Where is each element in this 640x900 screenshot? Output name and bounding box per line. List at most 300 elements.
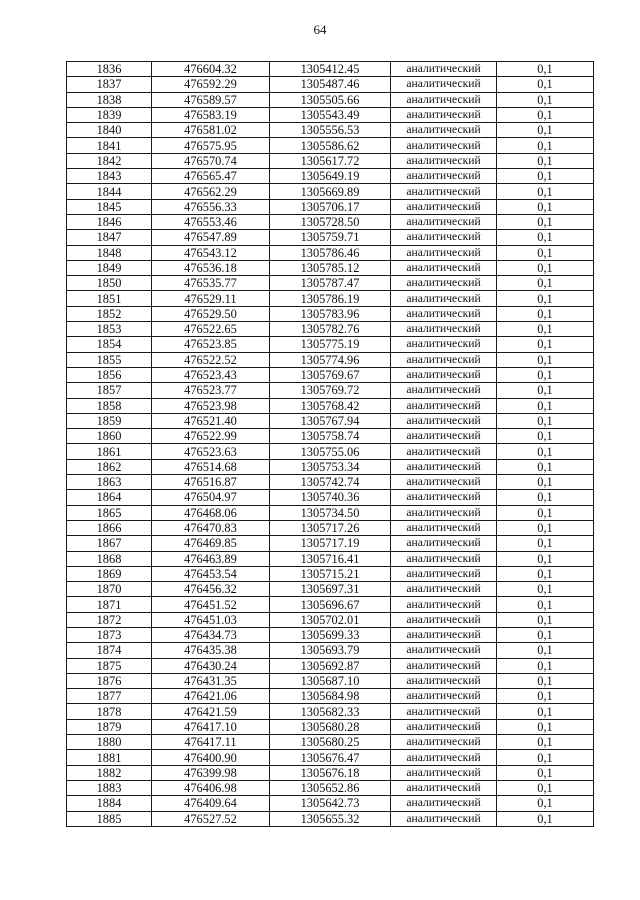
table-row — [67, 276, 594, 291]
table-row — [67, 107, 594, 122]
x-coordinate-cell: 476523.98 — [152, 398, 270, 413]
point-number-cell: 1872 — [67, 612, 152, 627]
method-cell: аналитический — [391, 184, 497, 199]
table-row — [67, 765, 594, 780]
accuracy-cell: 0,1 — [497, 245, 594, 260]
method-cell: аналитический — [391, 490, 497, 505]
x-coordinate-cell: 476592.29 — [152, 77, 270, 92]
point-number-cell: 1867 — [67, 536, 152, 551]
x-coordinate-cell: 476565.47 — [152, 169, 270, 184]
accuracy-cell: 0,1 — [497, 689, 594, 704]
y-coordinate-cell: 1305676.18 — [270, 765, 391, 780]
point-number-cell: 1878 — [67, 704, 152, 719]
method-cell: аналитический — [391, 413, 497, 428]
accuracy-cell: 0,1 — [497, 306, 594, 321]
method-cell: аналитический — [391, 536, 497, 551]
table-row — [67, 673, 594, 688]
y-coordinate-cell: 1305655.32 — [270, 811, 391, 826]
method-cell: аналитический — [391, 92, 497, 107]
accuracy-cell: 0,1 — [497, 796, 594, 811]
point-number-cell: 1843 — [67, 169, 152, 184]
x-coordinate-cell: 476451.52 — [152, 597, 270, 612]
method-cell: аналитический — [391, 444, 497, 459]
x-coordinate-cell: 476547.89 — [152, 230, 270, 245]
point-number-cell: 1836 — [67, 62, 152, 77]
x-coordinate-cell: 476604.32 — [152, 62, 270, 77]
method-cell: аналитический — [391, 306, 497, 321]
y-coordinate-cell: 1305768.42 — [270, 398, 391, 413]
x-coordinate-cell: 476522.99 — [152, 429, 270, 444]
table-row — [67, 214, 594, 229]
x-coordinate-cell: 476469.85 — [152, 536, 270, 551]
x-coordinate-cell: 476516.87 — [152, 475, 270, 490]
table-row — [67, 582, 594, 597]
x-coordinate-cell: 476529.50 — [152, 306, 270, 321]
x-coordinate-cell: 476523.77 — [152, 383, 270, 398]
point-number-cell: 1850 — [67, 276, 152, 291]
accuracy-cell: 0,1 — [497, 536, 594, 551]
table-row — [67, 62, 594, 77]
x-coordinate-cell: 476522.52 — [152, 352, 270, 367]
accuracy-cell: 0,1 — [497, 735, 594, 750]
method-cell: аналитический — [391, 429, 497, 444]
point-number-cell: 1877 — [67, 689, 152, 704]
point-number-cell: 1840 — [67, 123, 152, 138]
method-cell: аналитический — [391, 566, 497, 581]
accuracy-cell: 0,1 — [497, 566, 594, 581]
point-number-cell: 1858 — [67, 398, 152, 413]
y-coordinate-cell: 1305774.96 — [270, 352, 391, 367]
point-number-cell: 1860 — [67, 429, 152, 444]
point-number-cell: 1862 — [67, 459, 152, 474]
accuracy-cell: 0,1 — [497, 658, 594, 673]
point-number-cell: 1839 — [67, 107, 152, 122]
point-number-cell: 1848 — [67, 245, 152, 260]
y-coordinate-cell: 1305649.19 — [270, 169, 391, 184]
y-coordinate-cell: 1305543.49 — [270, 107, 391, 122]
accuracy-cell: 0,1 — [497, 612, 594, 627]
method-cell: аналитический — [391, 796, 497, 811]
method-cell: аналитический — [391, 735, 497, 750]
x-coordinate-cell: 476514.68 — [152, 459, 270, 474]
y-coordinate-cell: 1305692.87 — [270, 658, 391, 673]
accuracy-cell: 0,1 — [497, 811, 594, 826]
accuracy-cell: 0,1 — [497, 780, 594, 795]
method-cell: аналитический — [391, 811, 497, 826]
method-cell: аналитический — [391, 337, 497, 352]
y-coordinate-cell: 1305786.46 — [270, 245, 391, 260]
table-row — [67, 627, 594, 642]
point-number-cell: 1871 — [67, 597, 152, 612]
point-number-cell: 1854 — [67, 337, 152, 352]
y-coordinate-cell: 1305676.47 — [270, 750, 391, 765]
point-number-cell: 1881 — [67, 750, 152, 765]
accuracy-cell: 0,1 — [497, 520, 594, 535]
x-coordinate-cell: 476435.38 — [152, 643, 270, 658]
table-row — [67, 735, 594, 750]
y-coordinate-cell: 1305753.34 — [270, 459, 391, 474]
method-cell: аналитический — [391, 612, 497, 627]
x-coordinate-cell: 476421.06 — [152, 689, 270, 704]
x-coordinate-cell: 476575.95 — [152, 138, 270, 153]
y-coordinate-cell: 1305680.28 — [270, 719, 391, 734]
accuracy-cell: 0,1 — [497, 367, 594, 382]
point-number-cell: 1875 — [67, 658, 152, 673]
x-coordinate-cell: 476463.89 — [152, 551, 270, 566]
accuracy-cell: 0,1 — [497, 169, 594, 184]
y-coordinate-cell: 1305717.26 — [270, 520, 391, 535]
accuracy-cell: 0,1 — [497, 260, 594, 275]
y-coordinate-cell: 1305412.45 — [270, 62, 391, 77]
point-number-cell: 1861 — [67, 444, 152, 459]
y-coordinate-cell: 1305699.33 — [270, 627, 391, 642]
y-coordinate-cell: 1305693.79 — [270, 643, 391, 658]
y-coordinate-cell: 1305680.25 — [270, 735, 391, 750]
x-coordinate-cell: 476453.54 — [152, 566, 270, 581]
table-row — [67, 322, 594, 337]
accuracy-cell: 0,1 — [497, 582, 594, 597]
y-coordinate-cell: 1305759.71 — [270, 230, 391, 245]
y-coordinate-cell: 1305758.74 — [270, 429, 391, 444]
method-cell: аналитический — [391, 627, 497, 642]
y-coordinate-cell: 1305586.62 — [270, 138, 391, 153]
point-number-cell: 1855 — [67, 352, 152, 367]
y-coordinate-cell: 1305786.19 — [270, 291, 391, 306]
point-number-cell: 1883 — [67, 780, 152, 795]
y-coordinate-cell: 1305697.31 — [270, 582, 391, 597]
point-number-cell: 1873 — [67, 627, 152, 642]
table-row — [67, 169, 594, 184]
table-row — [67, 92, 594, 107]
table-row — [67, 719, 594, 734]
method-cell: аналитический — [391, 520, 497, 535]
table-row — [67, 612, 594, 627]
y-coordinate-cell: 1305769.72 — [270, 383, 391, 398]
method-cell: аналитический — [391, 322, 497, 337]
table-row — [67, 153, 594, 168]
table-row — [67, 245, 594, 260]
table-row — [67, 704, 594, 719]
y-coordinate-cell: 1305487.46 — [270, 77, 391, 92]
accuracy-cell: 0,1 — [497, 490, 594, 505]
page-number: 64 — [313, 22, 327, 37]
accuracy-cell: 0,1 — [497, 413, 594, 428]
table-row — [67, 352, 594, 367]
accuracy-cell: 0,1 — [497, 123, 594, 138]
y-coordinate-cell: 1305696.67 — [270, 597, 391, 612]
method-cell: аналитический — [391, 367, 497, 382]
accuracy-cell: 0,1 — [497, 322, 594, 337]
accuracy-cell: 0,1 — [497, 750, 594, 765]
point-number-cell: 1842 — [67, 153, 152, 168]
x-coordinate-cell: 476523.43 — [152, 367, 270, 382]
y-coordinate-cell: 1305787.47 — [270, 276, 391, 291]
y-coordinate-cell: 1305785.12 — [270, 260, 391, 275]
x-coordinate-cell: 476553.46 — [152, 214, 270, 229]
point-number-cell: 1852 — [67, 306, 152, 321]
y-coordinate-cell: 1305556.53 — [270, 123, 391, 138]
table-row — [67, 306, 594, 321]
table-row — [67, 383, 594, 398]
x-coordinate-cell: 476470.83 — [152, 520, 270, 535]
method-cell: аналитический — [391, 398, 497, 413]
point-number-cell: 1856 — [67, 367, 152, 382]
x-coordinate-cell: 476400.90 — [152, 750, 270, 765]
accuracy-cell: 0,1 — [497, 184, 594, 199]
accuracy-cell: 0,1 — [497, 643, 594, 658]
x-coordinate-cell: 476456.32 — [152, 582, 270, 597]
x-coordinate-cell: 476406.98 — [152, 780, 270, 795]
table-row — [67, 520, 594, 535]
point-number-cell: 1885 — [67, 811, 152, 826]
table-row — [67, 199, 594, 214]
point-number-cell: 1870 — [67, 582, 152, 597]
x-coordinate-cell: 476536.18 — [152, 260, 270, 275]
x-coordinate-cell: 476562.29 — [152, 184, 270, 199]
coordinates-table-body — [67, 62, 594, 827]
accuracy-cell: 0,1 — [497, 704, 594, 719]
accuracy-cell: 0,1 — [497, 444, 594, 459]
accuracy-cell: 0,1 — [497, 765, 594, 780]
accuracy-cell: 0,1 — [497, 337, 594, 352]
accuracy-cell: 0,1 — [497, 77, 594, 92]
table-row — [67, 643, 594, 658]
point-number-cell: 1876 — [67, 673, 152, 688]
x-coordinate-cell: 476421.59 — [152, 704, 270, 719]
accuracy-cell: 0,1 — [497, 138, 594, 153]
method-cell: аналитический — [391, 780, 497, 795]
point-number-cell: 1838 — [67, 92, 152, 107]
y-coordinate-cell: 1305687.10 — [270, 673, 391, 688]
table-row — [67, 780, 594, 795]
accuracy-cell: 0,1 — [497, 597, 594, 612]
point-number-cell: 1845 — [67, 199, 152, 214]
table-row — [67, 536, 594, 551]
point-number-cell: 1879 — [67, 719, 152, 734]
x-coordinate-cell: 476504.97 — [152, 490, 270, 505]
point-number-cell: 1837 — [67, 77, 152, 92]
table-row — [67, 597, 594, 612]
x-coordinate-cell: 476535.77 — [152, 276, 270, 291]
y-coordinate-cell: 1305715.21 — [270, 566, 391, 581]
y-coordinate-cell: 1305767.94 — [270, 413, 391, 428]
x-coordinate-cell: 476570.74 — [152, 153, 270, 168]
x-coordinate-cell: 476417.10 — [152, 719, 270, 734]
method-cell: аналитический — [391, 459, 497, 474]
x-coordinate-cell: 476468.06 — [152, 505, 270, 520]
y-coordinate-cell: 1305717.19 — [270, 536, 391, 551]
x-coordinate-cell: 476451.03 — [152, 612, 270, 627]
x-coordinate-cell: 476521.40 — [152, 413, 270, 428]
point-number-cell: 1868 — [67, 551, 152, 566]
y-coordinate-cell: 1305742.74 — [270, 475, 391, 490]
y-coordinate-cell: 1305755.06 — [270, 444, 391, 459]
method-cell: аналитический — [391, 138, 497, 153]
y-coordinate-cell: 1305734.50 — [270, 505, 391, 520]
table-row — [67, 444, 594, 459]
y-coordinate-cell: 1305716.41 — [270, 551, 391, 566]
table-row — [67, 811, 594, 826]
accuracy-cell: 0,1 — [497, 627, 594, 642]
y-coordinate-cell: 1305682.33 — [270, 704, 391, 719]
x-coordinate-cell: 476543.12 — [152, 245, 270, 260]
method-cell: аналитический — [391, 260, 497, 275]
point-number-cell: 1857 — [67, 383, 152, 398]
y-coordinate-cell: 1305505.66 — [270, 92, 391, 107]
x-coordinate-cell: 476417.11 — [152, 735, 270, 750]
method-cell: аналитический — [391, 230, 497, 245]
accuracy-cell: 0,1 — [497, 673, 594, 688]
method-cell: аналитический — [391, 704, 497, 719]
y-coordinate-cell: 1305702.01 — [270, 612, 391, 627]
y-coordinate-cell: 1305728.50 — [270, 214, 391, 229]
accuracy-cell: 0,1 — [497, 383, 594, 398]
table-row — [67, 367, 594, 382]
table-row — [67, 689, 594, 704]
y-coordinate-cell: 1305684.98 — [270, 689, 391, 704]
method-cell: аналитический — [391, 505, 497, 520]
accuracy-cell: 0,1 — [497, 62, 594, 77]
method-cell: аналитический — [391, 214, 497, 229]
method-cell: аналитический — [391, 551, 497, 566]
method-cell: аналитический — [391, 169, 497, 184]
method-cell: аналитический — [391, 153, 497, 168]
accuracy-cell: 0,1 — [497, 276, 594, 291]
table-row — [67, 291, 594, 306]
y-coordinate-cell: 1305769.67 — [270, 367, 391, 382]
y-coordinate-cell: 1305669.89 — [270, 184, 391, 199]
accuracy-cell: 0,1 — [497, 551, 594, 566]
method-cell: аналитический — [391, 107, 497, 122]
x-coordinate-cell: 476589.57 — [152, 92, 270, 107]
method-cell: аналитический — [391, 383, 497, 398]
x-coordinate-cell: 476523.63 — [152, 444, 270, 459]
accuracy-cell: 0,1 — [497, 92, 594, 107]
y-coordinate-cell: 1305782.76 — [270, 322, 391, 337]
accuracy-cell: 0,1 — [497, 153, 594, 168]
table-row — [67, 138, 594, 153]
point-number-cell: 1841 — [67, 138, 152, 153]
accuracy-cell: 0,1 — [497, 475, 594, 490]
x-coordinate-cell: 476430.24 — [152, 658, 270, 673]
method-cell: аналитический — [391, 123, 497, 138]
point-number-cell: 1863 — [67, 475, 152, 490]
accuracy-cell: 0,1 — [497, 505, 594, 520]
table-row — [67, 505, 594, 520]
y-coordinate-cell: 1305706.17 — [270, 199, 391, 214]
accuracy-cell: 0,1 — [497, 352, 594, 367]
y-coordinate-cell: 1305642.73 — [270, 796, 391, 811]
point-number-cell: 1882 — [67, 765, 152, 780]
x-coordinate-cell: 476434.73 — [152, 627, 270, 642]
method-cell: аналитический — [391, 750, 497, 765]
accuracy-cell: 0,1 — [497, 459, 594, 474]
method-cell: аналитический — [391, 199, 497, 214]
y-coordinate-cell: 1305617.72 — [270, 153, 391, 168]
y-coordinate-cell: 1305652.86 — [270, 780, 391, 795]
table-row — [67, 260, 594, 275]
method-cell: аналитический — [391, 245, 497, 260]
method-cell: аналитический — [391, 673, 497, 688]
table-row — [67, 77, 594, 92]
method-cell: аналитический — [391, 582, 497, 597]
x-coordinate-cell: 476527.52 — [152, 811, 270, 826]
y-coordinate-cell: 1305783.96 — [270, 306, 391, 321]
accuracy-cell: 0,1 — [497, 199, 594, 214]
coordinates-table — [66, 61, 594, 827]
accuracy-cell: 0,1 — [497, 230, 594, 245]
table-row — [67, 337, 594, 352]
method-cell: аналитический — [391, 765, 497, 780]
method-cell: аналитический — [391, 658, 497, 673]
table-row — [67, 566, 594, 581]
table-row — [67, 750, 594, 765]
x-coordinate-cell: 476431.35 — [152, 673, 270, 688]
table-row — [67, 459, 594, 474]
method-cell: аналитический — [391, 643, 497, 658]
x-coordinate-cell: 476409.64 — [152, 796, 270, 811]
method-cell: аналитический — [391, 77, 497, 92]
point-number-cell: 1847 — [67, 230, 152, 245]
x-coordinate-cell: 476556.33 — [152, 199, 270, 214]
accuracy-cell: 0,1 — [497, 214, 594, 229]
point-number-cell: 1859 — [67, 413, 152, 428]
table-row — [67, 796, 594, 811]
x-coordinate-cell: 476399.98 — [152, 765, 270, 780]
method-cell: аналитический — [391, 689, 497, 704]
x-coordinate-cell: 476529.11 — [152, 291, 270, 306]
point-number-cell: 1851 — [67, 291, 152, 306]
point-number-cell: 1874 — [67, 643, 152, 658]
method-cell: аналитический — [391, 475, 497, 490]
point-number-cell: 1865 — [67, 505, 152, 520]
table-row — [67, 184, 594, 199]
table-row — [67, 490, 594, 505]
x-coordinate-cell: 476583.19 — [152, 107, 270, 122]
table-row — [67, 551, 594, 566]
accuracy-cell: 0,1 — [497, 719, 594, 734]
table-row — [67, 398, 594, 413]
table-row — [67, 475, 594, 490]
method-cell: аналитический — [391, 62, 497, 77]
x-coordinate-cell: 476523.85 — [152, 337, 270, 352]
table-row — [67, 658, 594, 673]
table-row — [67, 230, 594, 245]
point-number-cell: 1844 — [67, 184, 152, 199]
method-cell: аналитический — [391, 719, 497, 734]
method-cell: аналитический — [391, 291, 497, 306]
method-cell: аналитический — [391, 276, 497, 291]
table-row — [67, 123, 594, 138]
point-number-cell: 1880 — [67, 735, 152, 750]
point-number-cell: 1866 — [67, 520, 152, 535]
accuracy-cell: 0,1 — [497, 429, 594, 444]
method-cell: аналитический — [391, 597, 497, 612]
point-number-cell: 1864 — [67, 490, 152, 505]
x-coordinate-cell: 476581.02 — [152, 123, 270, 138]
point-number-cell: 1846 — [67, 214, 152, 229]
accuracy-cell: 0,1 — [497, 291, 594, 306]
accuracy-cell: 0,1 — [497, 398, 594, 413]
table-row — [67, 413, 594, 428]
accuracy-cell: 0,1 — [497, 107, 594, 122]
x-coordinate-cell: 476522.65 — [152, 322, 270, 337]
y-coordinate-cell: 1305775.19 — [270, 337, 391, 352]
point-number-cell: 1869 — [67, 566, 152, 581]
table-row — [67, 429, 594, 444]
point-number-cell: 1884 — [67, 796, 152, 811]
point-number-cell: 1849 — [67, 260, 152, 275]
